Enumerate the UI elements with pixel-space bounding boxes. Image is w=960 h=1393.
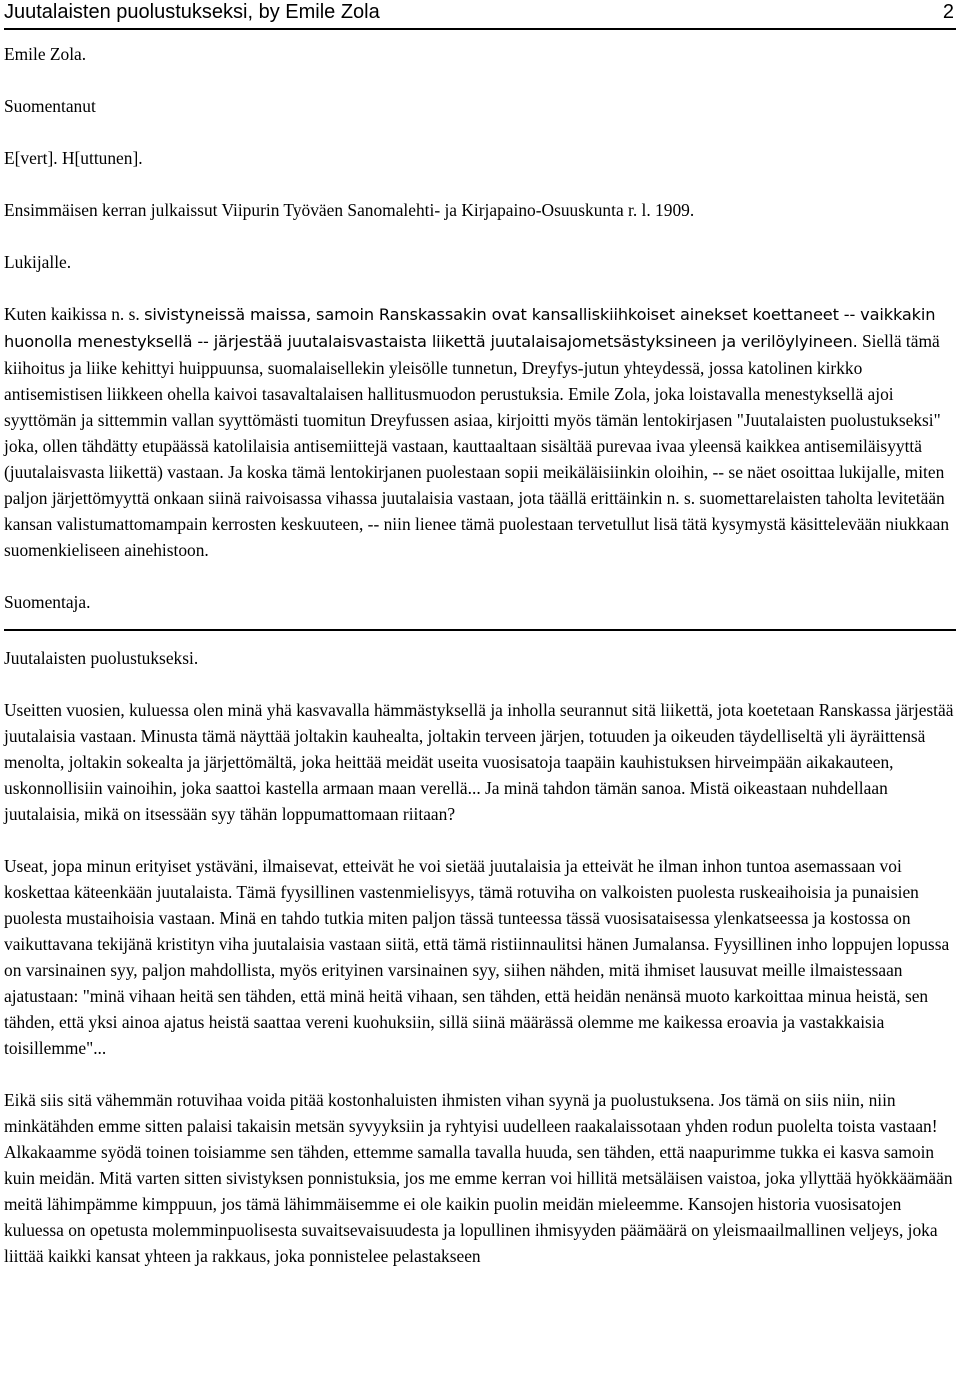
body-paragraph: Useat, jopa minun erityiset ystäväni, ilmaisevat, etteivät he voi sietää juutalaisia ja etteivät he ilman inhon tuntoa asemassaan voi koskettaa käteenkään juutalaista. Tämä fyysillinen vastenmielisyys, tämä rotuviha on valkoisten puolesta ruskeaihoisia ja punaisien puolesta mustaihoisia vastaan. Minä en tahdo tutkia miten paljon tässä tunteessa tässä vuosisataisessa ylenkatseessa ja kostossa on vaikuttavana tekijänä kristityn viha juutalaisia vastaan siitä, että tämä ristiinnaulitsi hänen Jumalansa. Fyysillinen inho loppujen lopussa on varsinainen syy, paljon mahdollista, myös erityinen varsinainen syy, siihen nähden, mitä ihmiset lausuvat meille ilmaistessaan ajatustaan: "minä vihaan heitä sen tähden, että minä heitä vihaan, sen tähden, että heidän nenänsä muoto karkoittaa minua heistä, sen tähden, että yksi ainoa ajatus heistä saattaa vereni kuohuksiin, sillä siinä määrässä olemme me kaikessa eroavia ja vastakkaisia toisillemme"... — [4, 856, 950, 1058]
to-reader-line: Lukijalle. — [4, 252, 72, 272]
section-divider — [4, 629, 956, 631]
preface-paragraph — [4, 301, 956, 563]
body-paragraph: Eikä siis sitä vähemmän rotuvihaa voida pitää kostonhaluisten ihmisten vihan syynä ja puolustuksena. Jos tämä on siis niin, niin minkätähden emme sitten palaisi takaisin metsän syvyyksiin ja ryhtyisi uudelleen raakalaissotaan yhden rodun puolelta toista vastaan! Alkakaamme syödä toinen toisiamme sen tähden, ettemme samalla tavalla huuda, sen tähden, että naapurimme tukka ei kasva samoin kuin meidän. Mitä varten sitten sivistyksen ponnistuksia, jos me emme kerran voi hillitä metsäläisen vaistoa, joka yllyttää hyökkäämään meitä lähimpämme kimppuun, jos tämä lähimmäisemme ei ole kaikin puolin meidän mieleemme. Kansojen historia vuosisatojen kuluessa on opetusta molemminpuolisesta suvaitsevaisuudesta ja lopullinen ihmisyyden päämäärä on yleismaailmallinen veljeys, joka liittää kaikki kansat yhteen ja rakkaus, joka ponnistelee pelastakseen — [4, 1090, 953, 1266]
body-paragraph: Useitten vuosien, kuluessa olen minä yhä kasvavalla hämmästyksellä ja inholla seurannut sitä liikettä, jota koetetaan Ranskassa järjestää juutalaisia vastaan. Minusta tämä näyttää joltakin kauhealta, joltakin terveen järjen, totuuden ja oikeuden täydelliseltä yli äyräittensä menolta, joltakin sokealta ja järjettömältä, joka heittää meidät useita vuosisatoja taapäin kauhistuksen hirveimpään aikakauteen, uskonnollisiin vainoihin, joka saattoi kastella armaan maan verellä... Ja minä tahdon tämän sanoa. Mistä oikeastaan nuhdellaan juutalaisia, mikä on itsessään syy tähän loppumattomaan riitaan? — [4, 700, 954, 824]
preface-part-1: Kuten kaikissa n. s. — [4, 304, 145, 324]
preface-part-2: sivistyneissä maissa, samoin Ranskassakin ovat kansalliskiihkoiset ainekset koettaneet -- vaikkakin huonolla menestyksellä -- järjestää juutalaisvastaista liikettä juutalaisajometsästyksineen ja verilöylyineen. — [4, 305, 936, 351]
page-header — [4, 0, 956, 30]
translator-signature: Suomentaja. — [4, 592, 91, 612]
header-title: Juutalaisten puolustukseksi, by Emile Zola — [4, 1, 380, 23]
document-body — [4, 41, 956, 1269]
main-heading: Juutalaisten puolustukseksi. — [4, 648, 199, 668]
page-number: 2 — [942, 1, 954, 23]
translated-by-line: Suomentanut — [4, 96, 96, 116]
author-line: Emile Zola. — [4, 44, 87, 64]
translator-line: E[vert]. H[uttunen]. — [4, 148, 143, 168]
preface-part-3: Siellä tämä kiihoitus ja liike kehittyi huippuunsa, suomalaisellekin yleisölle tunnetun, Dreyfys-jutun yhteydessä, jossa katolinen kirkko antisemistisen liikkeen ohella kaivoi tasavaltalaisen hallitusmuodon perustuksia. Emile Zola, joka loistavalla menestyksellä ajoi syyttömän ja sittemmin vallan syyttömästi tuomitun Dreyfussen asiaa, kirjoitti myös tämän lentokirjasen "Juutalaisten puolustukseksi" joka, ollen tähdätty etupäässä katolilaisia antisemiittejä vastaan, kauttaaltaan sisältää purevaa ivaa yleensä kaikkea antisemiläisyyttä (juutalaisvasta liikettä) vastaan. Ja koska tämä lentokirjanen puolestaan sopii meikäläisiinkin oloihin, -- se näet osoittaa lukijalle, miten paljon järjettömyyttä onkaan siinä raivoisassa vihassa juutalaisia vastaan, jota täällä erittäinkin n. s. suomettarelaisten taholta levitetään kansan valistumattomampain kerrosten keskuuteen, -- niin lienee tämä puolestaan tervetullut lisä tätä kysymystä käsittelevään niukkaan suomenkieliseen ainehistoon. — [4, 331, 950, 560]
publication-line: Ensimmäisen kerran julkaissut Viipurin Työväen Sanomalehti- ja Kirjapaino-Osuuskunta r. l. 1909. — [4, 200, 695, 220]
